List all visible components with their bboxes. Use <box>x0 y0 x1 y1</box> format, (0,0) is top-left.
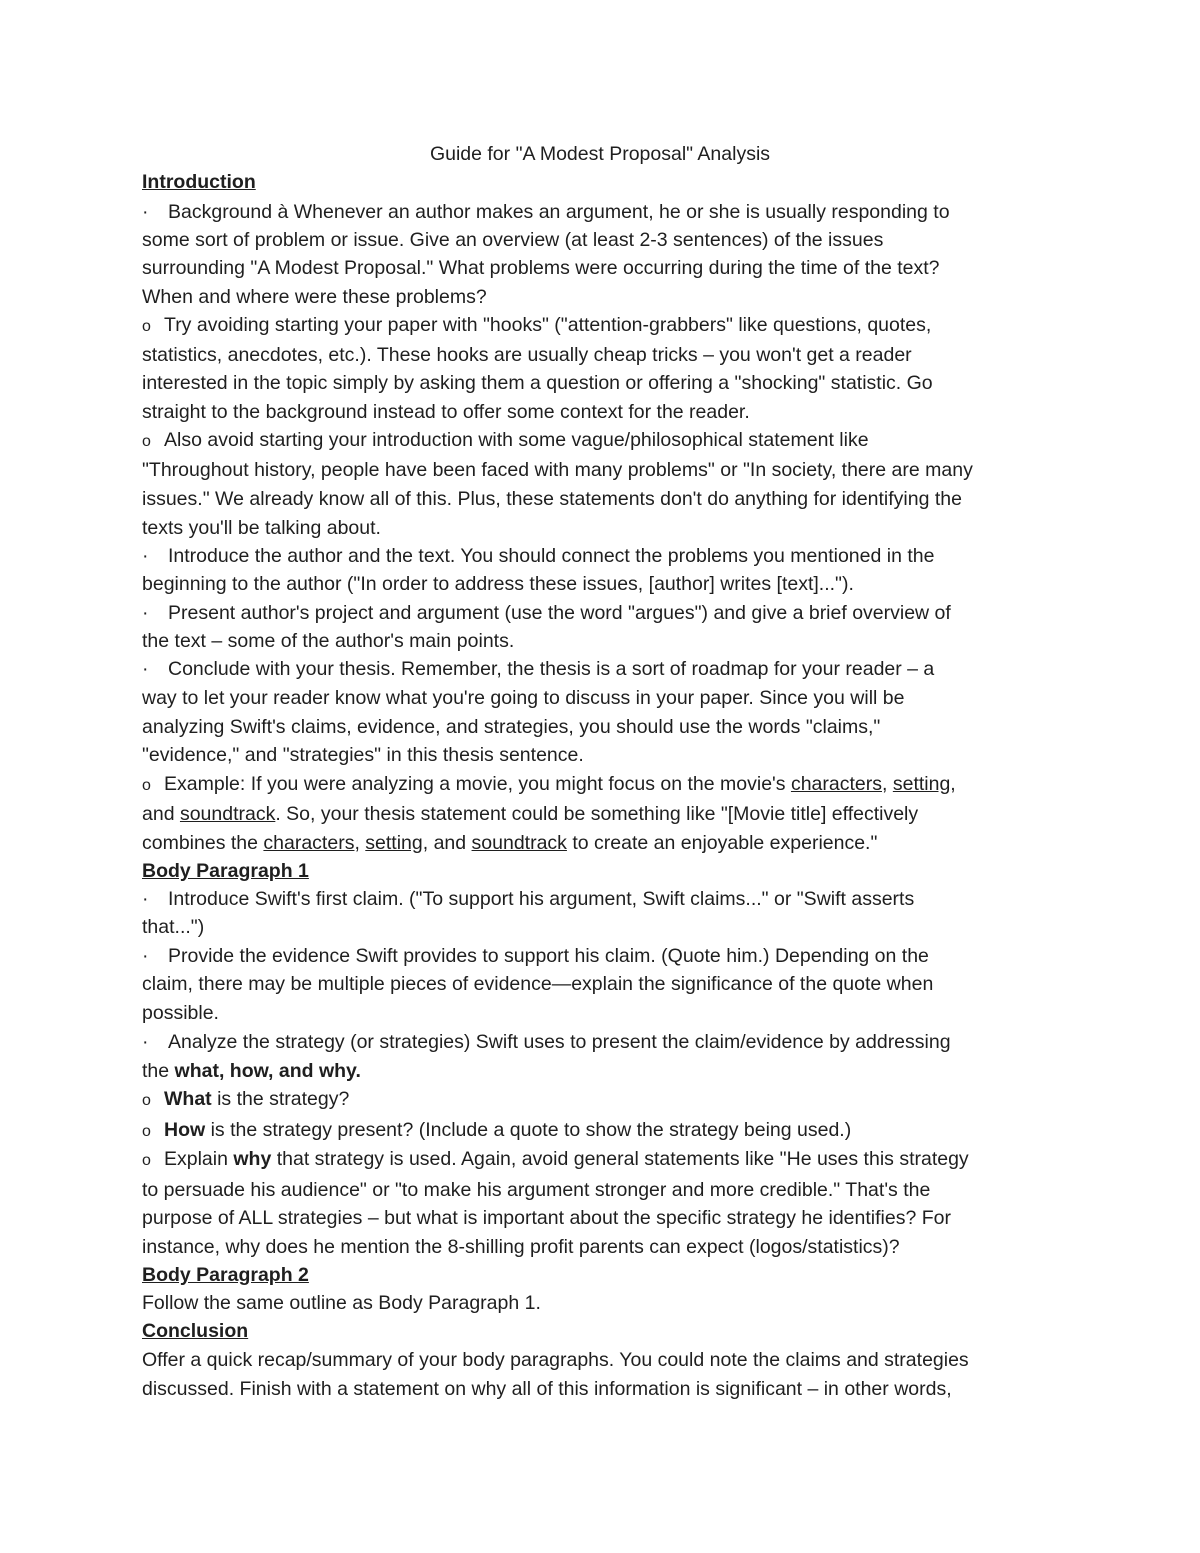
text-line <box>142 1291 541 1315</box>
text-line <box>142 1206 951 1230</box>
text-segment: possible. <box>142 1002 219 1024</box>
bold-text: How <box>164 1119 206 1141</box>
text-segment: Also avoid starting your introduction with some vague/philosophical statement like <box>164 429 869 451</box>
text-segment: purpose of ALL strategies – but what is important about the specific strategy he identifies? For <box>142 1207 951 1229</box>
heading-text: Introduction <box>142 171 256 193</box>
text-line <box>142 944 929 968</box>
text-line <box>142 1118 851 1144</box>
text-segment: interested in the topic simply by asking them a question or offering a "shocking" statistic. Go <box>142 372 933 394</box>
text-line <box>142 313 931 339</box>
section-heading <box>142 1263 309 1287</box>
text-segment: beginning to the author ("In order to address these issues, [author] writes [text]..."). <box>142 573 854 595</box>
text-segment: instance, why does he mention the 8-shilling profit parents can expect (logos/statistics)? <box>142 1236 900 1258</box>
text-segment: claim, there may be multiple pieces of evidence—explain the significance of the quote when <box>142 973 934 995</box>
text-segment: surrounding "A Modest Proposal." What problems were occurring during the time of the text? <box>142 257 940 279</box>
text-segment: Explain <box>164 1148 234 1170</box>
text-line <box>142 285 487 309</box>
text-segment: statistics, anecdotes, etc.). These hooks are usually cheap tricks – you won't get a reader <box>142 344 912 366</box>
bullet-icon: · <box>142 602 149 624</box>
sub-bullet-icon: o <box>142 1092 151 1109</box>
text-segment: to persuade his audience" or "to make his argument stronger and more credible." That's the <box>142 1179 931 1201</box>
underlined-text: setting <box>892 773 951 795</box>
text-segment: the text – some of the author's main points. <box>142 630 515 652</box>
text-line <box>142 915 204 939</box>
text-line <box>142 686 904 710</box>
text-segment: and <box>142 803 180 825</box>
text-line <box>142 972 933 996</box>
text-segment: Introduce Swift's first claim. ("To support his argument, Swift claims..." or "Swift asserts <box>168 888 915 910</box>
text-line <box>142 1087 349 1113</box>
underlined-text: setting <box>365 832 423 854</box>
text-line <box>142 802 918 826</box>
text-segment: , and <box>422 832 472 854</box>
text-segment: Introduce the author and the text. You should connect the problems you mentioned in the <box>168 545 935 567</box>
bullet-icon: · <box>142 888 149 910</box>
text-line <box>142 887 914 911</box>
text-line <box>142 371 933 395</box>
text-line <box>142 1235 900 1259</box>
text-line <box>142 1178 930 1202</box>
text-segment: the <box>142 1060 175 1082</box>
bold-text: why <box>233 1148 272 1170</box>
text-segment: Follow the same outline as Body Paragraph 1. <box>142 1292 541 1314</box>
text-line <box>142 715 880 739</box>
text-line <box>142 657 934 681</box>
sub-bullet-icon: o <box>142 433 151 450</box>
sub-bullet-icon: o <box>142 777 151 794</box>
text-segment: When and where were these problems? <box>142 286 487 308</box>
text-line <box>142 831 877 855</box>
section-heading <box>142 859 309 883</box>
text-segment: analyzing Swift's claims, evidence, and strategies, you should use the words "claims," <box>142 716 881 738</box>
text-line <box>142 1147 969 1173</box>
text-segment: Example: If you were analyzing a movie, you might focus on the movie's <box>164 773 791 795</box>
sub-bullet-icon: o <box>142 1123 151 1140</box>
text-segment: discussed. Finish with a statement on why all of this information is significant – in other words, <box>142 1378 952 1400</box>
text-segment: Analyze the strategy (or strategies) Swift uses to present the claim/evidence by addressing <box>168 1031 951 1053</box>
heading-text: Body Paragraph 1 <box>142 860 309 882</box>
text-line <box>142 228 883 252</box>
bullet-icon: · <box>142 945 149 967</box>
text-line <box>142 772 956 798</box>
text-segment: Try avoiding starting your paper with "hooks" ("attention-grabbers" like questions, quotes, <box>164 314 932 336</box>
text-segment: way to let your reader know what you're going to discuss in your paper. Since you will be <box>142 687 905 709</box>
bullet-icon: · <box>142 1031 149 1053</box>
text-line <box>142 1348 969 1372</box>
text-segment: "evidence," and "strategies" in this thesis sentence. <box>142 744 584 766</box>
text-segment: combines the <box>142 832 264 854</box>
document-title: Guide for "A Modest Proposal" Analysis <box>429 143 771 165</box>
text-segment: that...") <box>142 916 205 938</box>
bold-text: what, how, and why. <box>174 1060 361 1082</box>
text-line <box>142 256 940 280</box>
text-segment: . So, your thesis statement could be something like "[Movie title] effectively <box>275 803 919 825</box>
text-line <box>142 487 962 511</box>
text-segment: Conclude with your thesis. Remember, the thesis is a sort of roadmap for your reader – a <box>168 658 935 680</box>
sub-bullet-icon: o <box>142 1152 151 1169</box>
text-line <box>142 343 912 367</box>
underlined-text: soundtrack <box>179 803 276 825</box>
underlined-text: characters <box>263 832 355 854</box>
section-heading <box>142 170 256 194</box>
bullet-icon: · <box>142 201 149 223</box>
text-line <box>142 428 869 454</box>
text-line <box>142 629 514 653</box>
text-segment: , <box>882 773 893 795</box>
bold-text: What <box>164 1088 212 1110</box>
text-segment: to create an enjoyable experience." <box>566 832 878 854</box>
text-segment: that strategy is used. Again, avoid general statements like "He uses this strategy <box>271 1148 969 1170</box>
bullet-icon: · <box>142 545 149 567</box>
text-line <box>142 1030 951 1054</box>
text-segment: , <box>354 832 366 854</box>
text-line <box>142 1001 219 1025</box>
heading-text: Conclusion <box>142 1320 249 1342</box>
text-line <box>142 572 854 596</box>
text-segment: straight to the background instead to offer some context for the reader. <box>142 401 750 423</box>
text-line <box>142 516 381 540</box>
text-line <box>142 544 934 568</box>
text-line <box>142 400 750 424</box>
text-segment: Offer a quick recap/summary of your body paragraphs. You could note the claims and strategies <box>142 1349 969 1371</box>
text-line <box>142 200 950 224</box>
text-segment: Background à Whenever an author makes an argument, he or she is usually responding to <box>168 201 950 223</box>
text-segment: Provide the evidence Swift provides to support his claim. (Quote him.) Depending on the <box>168 945 929 967</box>
text-segment: some sort of problem or issue. Give an overview (at least 2-3 sentences) of the issues <box>142 229 884 251</box>
bullet-icon: · <box>142 658 149 680</box>
heading-text: Body Paragraph 2 <box>142 1264 309 1286</box>
text-segment: is the strategy present? (Include a quote to show the strategy being used.) <box>205 1119 852 1141</box>
text-segment: issues." We already know all of this. Plus, these statements don't do anything for identifying the <box>142 488 962 510</box>
text-segment: is the strategy? <box>211 1088 350 1110</box>
sub-bullet-icon: o <box>142 318 151 335</box>
text-line <box>142 1377 952 1401</box>
text-line <box>142 601 951 625</box>
text-segment: "Throughout history, people have been faced with many problems" or "In society, there are many <box>142 459 973 481</box>
text-segment: Present author's project and argument (use the word "argues") and give a brief overview of <box>168 602 951 624</box>
underlined-text: characters <box>790 773 882 795</box>
text-segment: texts you'll be talking about. <box>142 517 381 539</box>
text-line <box>142 458 973 482</box>
text-segment: , <box>950 773 956 795</box>
section-heading <box>142 1319 248 1343</box>
text-line <box>142 743 584 767</box>
underlined-text: soundtrack <box>471 832 567 854</box>
text-line <box>142 1059 361 1083</box>
